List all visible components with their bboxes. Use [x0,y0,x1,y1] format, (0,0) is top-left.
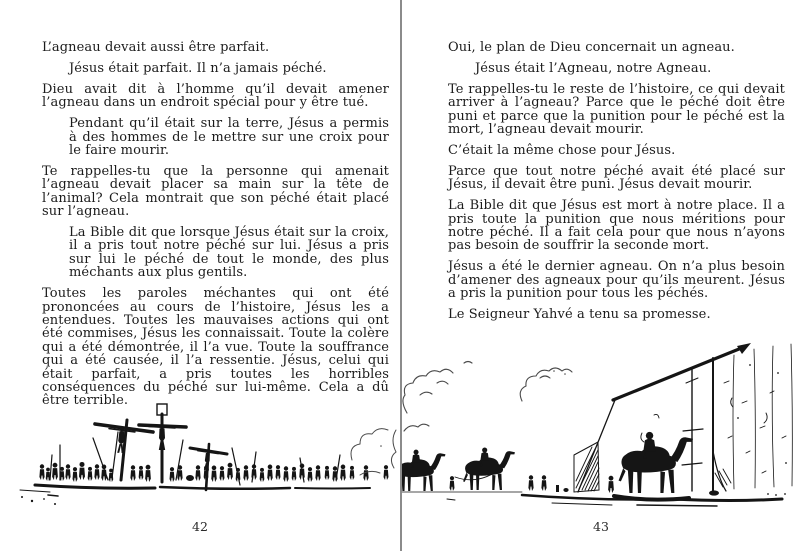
paragraph: La Bible dit que Jésus est mort à notre place. Il a pris toute la punition que nous méritions pour notre péché. Il a fait cela pour que nous n’ayons pas besoin de souffrir la seconde mort. [448,198,785,254]
camel-caravan [402,447,569,492]
page-right [402,0,800,551]
paragraph: Jésus a été le dernier agneau. On n’a plus besoin d’amener des agneaux pour qu’ils meurent. Jésus a pris la punition pour tous les péchés. [448,259,785,302]
paragraph: Parce que tout notre péché avait été placé sur Jésus, il devait être puni. Jésus devait mourir. [448,163,785,193]
paragraph: Te rappelles-tu que la personne qui amenait l’agneau devait placer sa main sur la tête de l’animal? Cela montrait que son péché était placé sur l’agneau. [42,163,389,220]
gate-top-beam [613,347,744,400]
paragraph: C’était la même chose pour Jésus. [448,142,676,158]
page-number-left: 42 [192,519,208,534]
camels-city-gate-illustration [402,343,800,511]
wall-face-lines [733,344,792,489]
page-number-right: 43 [593,519,609,534]
ground-line [402,492,786,506]
paragraph: Toutes les paroles méchantes qui ont été prononcées au cours de l’histoire, Jésus les a entendues. Toutes les mauvaises actions qui ont été commises, Jésus les connaissait. Toute la colère qui a été démontrée, il l’a vue. Toute la souffrance qui a été causée, il l’a ressentie. Jésus, celui qui était parfait, a pris toutes les horribles conséquences du péché sur lui-même. Cela a dû être terrible. [42,286,389,409]
paragraph: La Bible dit que lorsque Jésus était sur la croix, il a pris tout notre péché sur lui. Jésus a pris sur lui le péché de tout le monde, des plus méchants aux plus gentils. [69,224,389,281]
paragraph: L’agneau devait aussi être parfait. [42,40,270,55]
page-left-text [42,41,389,415]
paragraph: Le Seigneur Yahvé a tenu sa promesse. [448,307,711,322]
arrow-head [737,343,751,354]
spears [50,432,340,485]
paragraph: Dieu avait dit à l’homme qu’il devait amener l’agneau dans un endroit spécial pour y être tué. [42,81,389,111]
crowd [39,462,388,482]
page-right-text [448,41,785,329]
camel-at-gate [608,432,693,500]
ground-line [20,485,370,505]
city-gate-wall [578,343,792,496]
paragraph: Jésus était parfait. Il n’a jamais péché. [69,60,327,76]
paragraph: Oui, le plan de Dieu concernait un agneau. [448,40,735,55]
paragraph: Te rappelles-tu le reste de l’histoire, ce qui devait arriver à l’agneau? Parce que le péché doit être puni et parce que la punition pour le péché est la mort, l’agneau devait mourir. [448,81,785,138]
paragraph: Jésus était l’Agneau, notre Agneau. [475,60,712,76]
cloud-sketch-left-page [351,429,396,475]
clouds-sketch [403,362,572,432]
paragraph: Pendant qu’il était sur la terre, Jésus a permis à des hommes de le mettre sur une croix pour le faire mourir. [69,116,389,158]
crucifixion-scene-illustration [0,400,400,512]
